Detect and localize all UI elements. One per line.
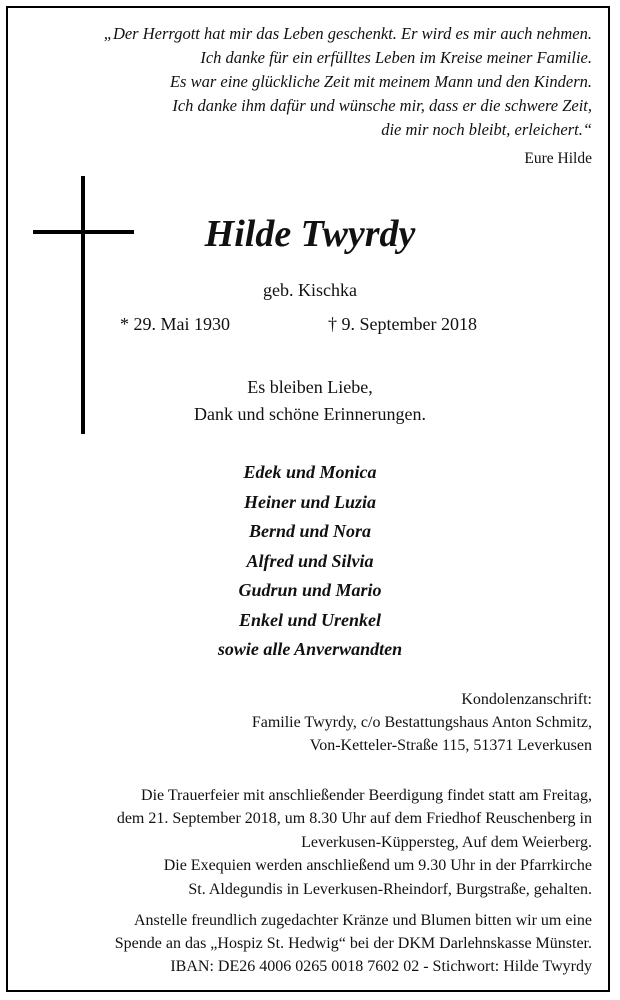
quote-line: Ich danke für ein erfülltes Leben im Kreise meiner Familie. [200,48,592,67]
mourner: sowie alle Anverwandten [217,639,403,659]
mourner: Edek und Monica [243,462,377,482]
condolence-address [252,688,592,757]
mourner: Bernd und Nora [248,521,372,541]
donation-line: Anstelle freundlich zugedachter Kränze und Blumen bitten wir um eine [133,912,592,929]
mourner: Gudrun und Mario [238,580,382,600]
remembrance-line: Dank und schöne Erinnerungen. [194,404,426,424]
cross-icon [81,176,85,434]
funeral-line: St. Aldegundis in Leverkusen-Rheindorf, Burgstraße, gehalten. [188,880,592,898]
death-date: † 9. September 2018 [328,314,477,334]
quote-line: „Der Herrgott hat mir das Leben geschenkt. Er wird es mir auch nehmen. [103,24,592,43]
quote-block [32,22,592,142]
deceased-name: Hilde Twyrdy [204,213,416,255]
funeral-line: Die Exequien werden anschließend um 9.30 Uhr in der Pfarrkirche [163,857,592,875]
quote-line: Es war eine glückliche Zeit mit meinem Mann und den Kindern. [169,72,592,91]
funeral-info [117,784,592,901]
quote-signature: Eure Hilde [524,150,592,167]
address-line: Von-Ketteler-Straße 115, 51371 Leverkusen [309,737,592,754]
mourner: Alfred und Silvia [246,550,374,571]
address-line: Familie Twyrdy, c/o Bestattungshaus Anton Schmitz, [251,714,592,731]
condolence-label: Kondolenzanschrift: [461,691,592,708]
funeral-line: Die Trauerfeier mit anschließender Beerdigung findet statt am Freitag, [141,787,592,804]
maiden-name: geb. Kischka [263,280,357,300]
donation-info [115,909,592,978]
remembrance-line: Es bleiben Liebe, [247,377,373,397]
funeral-line: dem 21. September 2018, um 8.30 Uhr auf dem Friedhof Reuschenberg in [116,810,592,828]
remembrance-text [140,374,480,428]
quote-line: Ich danke ihm dafür und wünsche mir, dass er die schwere Zeit, [172,96,592,115]
mourner: Enkel und Urenkel [238,609,382,630]
mourner: Heiner und Luzia [243,491,377,512]
donation-line: IBAN: DE26 4006 0265 0018 7602 02 - Stichwort: Hilde Twyrdy [170,958,592,975]
cross-icon-bar [33,230,134,234]
quote-line: die mir noch bleibt, erleichert.“ [381,120,592,139]
birth-date: * 29. Mai 1930 [120,314,230,334]
mourners-list [150,458,470,665]
donation-line: Spende an das „Hospiz St. Hedwig“ bei der DKM Darlehnskasse Münster. [114,935,592,952]
funeral-line: Leverkusen-Küppersteg, Auf dem Weierberg. [301,833,592,851]
